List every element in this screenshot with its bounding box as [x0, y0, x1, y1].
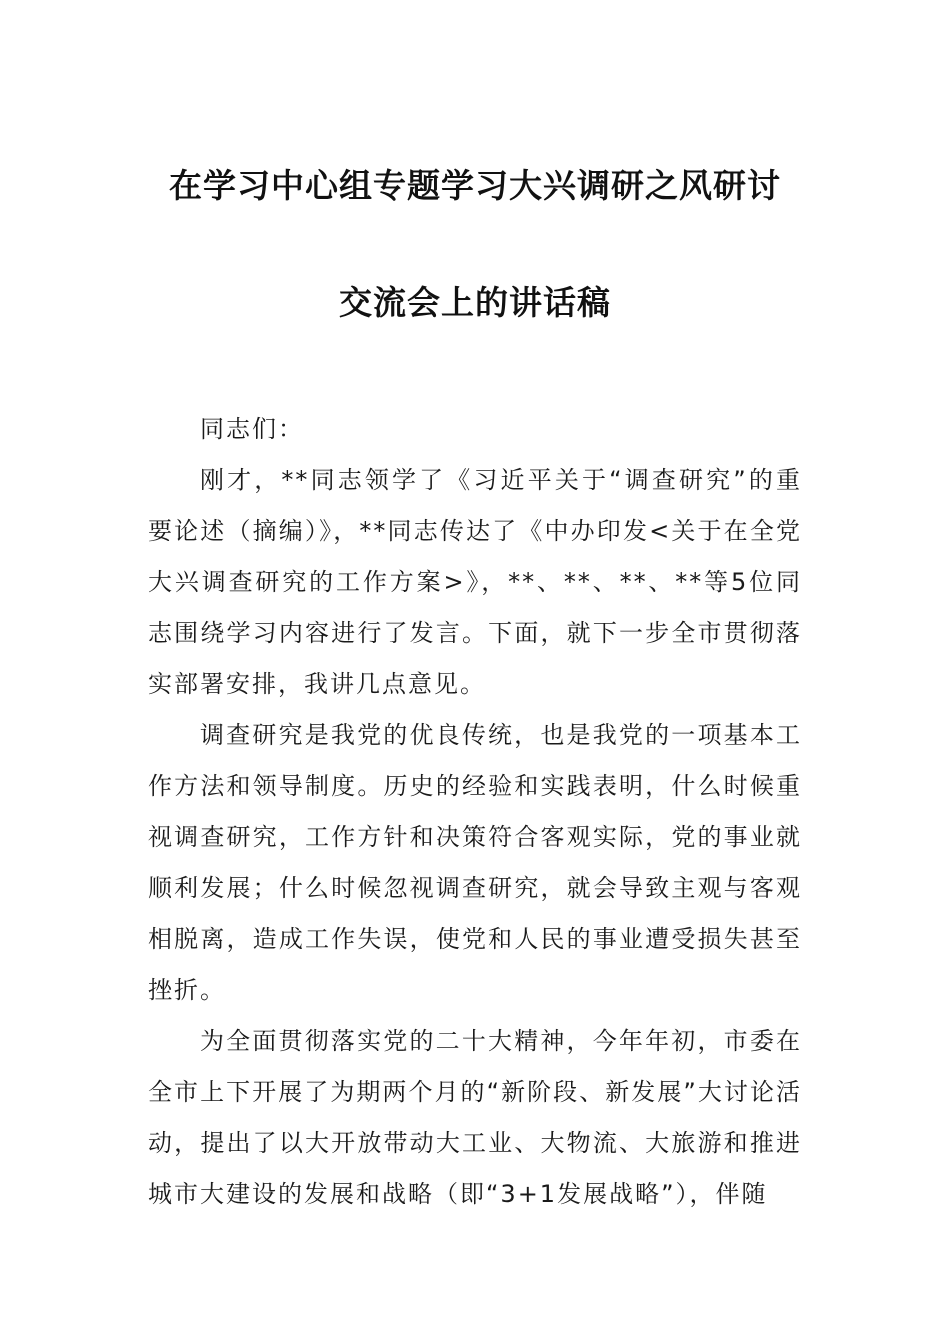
paragraph-2: 调查研究是我党的优良传统，也是我党的一项基本工作方法和领导制度。历史的经验和实践表明，什么时候重视调查研究，工作方针和决策符合客观实际，党的事业就顺利发展；什么时候忽视调查研究，就会导致主观与客观相脱离，造成工作失误，使党和人民的事业遭受损失甚至挫折。 [148, 721, 802, 1004]
paragraph-3: 为全面贯彻落实党的二十大精神，今年年初，市委在全市上下开展了为期两个月的“新阶段、新发展”大讨论活动，提出了以大开放带动大工业、大物流、大旅游和推进城市大建设的发展和战略（即“3+1发展战略”），伴随 [148, 1027, 802, 1208]
document-title-line-2: 交流会上的讲话稿 [339, 283, 611, 322]
salutation: 同志们： [200, 415, 304, 443]
document-title-line-1: 在学习中心组专题学习大兴调研之风研讨 [169, 166, 781, 205]
document-body [148, 404, 802, 1220]
paragraph-1: 刚才，**同志领学了《习近平关于“调查研究”的重要论述（摘编）》，**同志传达了《中办印发<关于在全党大兴调查研究的工作方案>》，**、**、**、**等5位同志围绕学习内容进行了发言。下面，就下一步全市贯彻落实部署安排，我讲几点意见。 [148, 466, 802, 698]
